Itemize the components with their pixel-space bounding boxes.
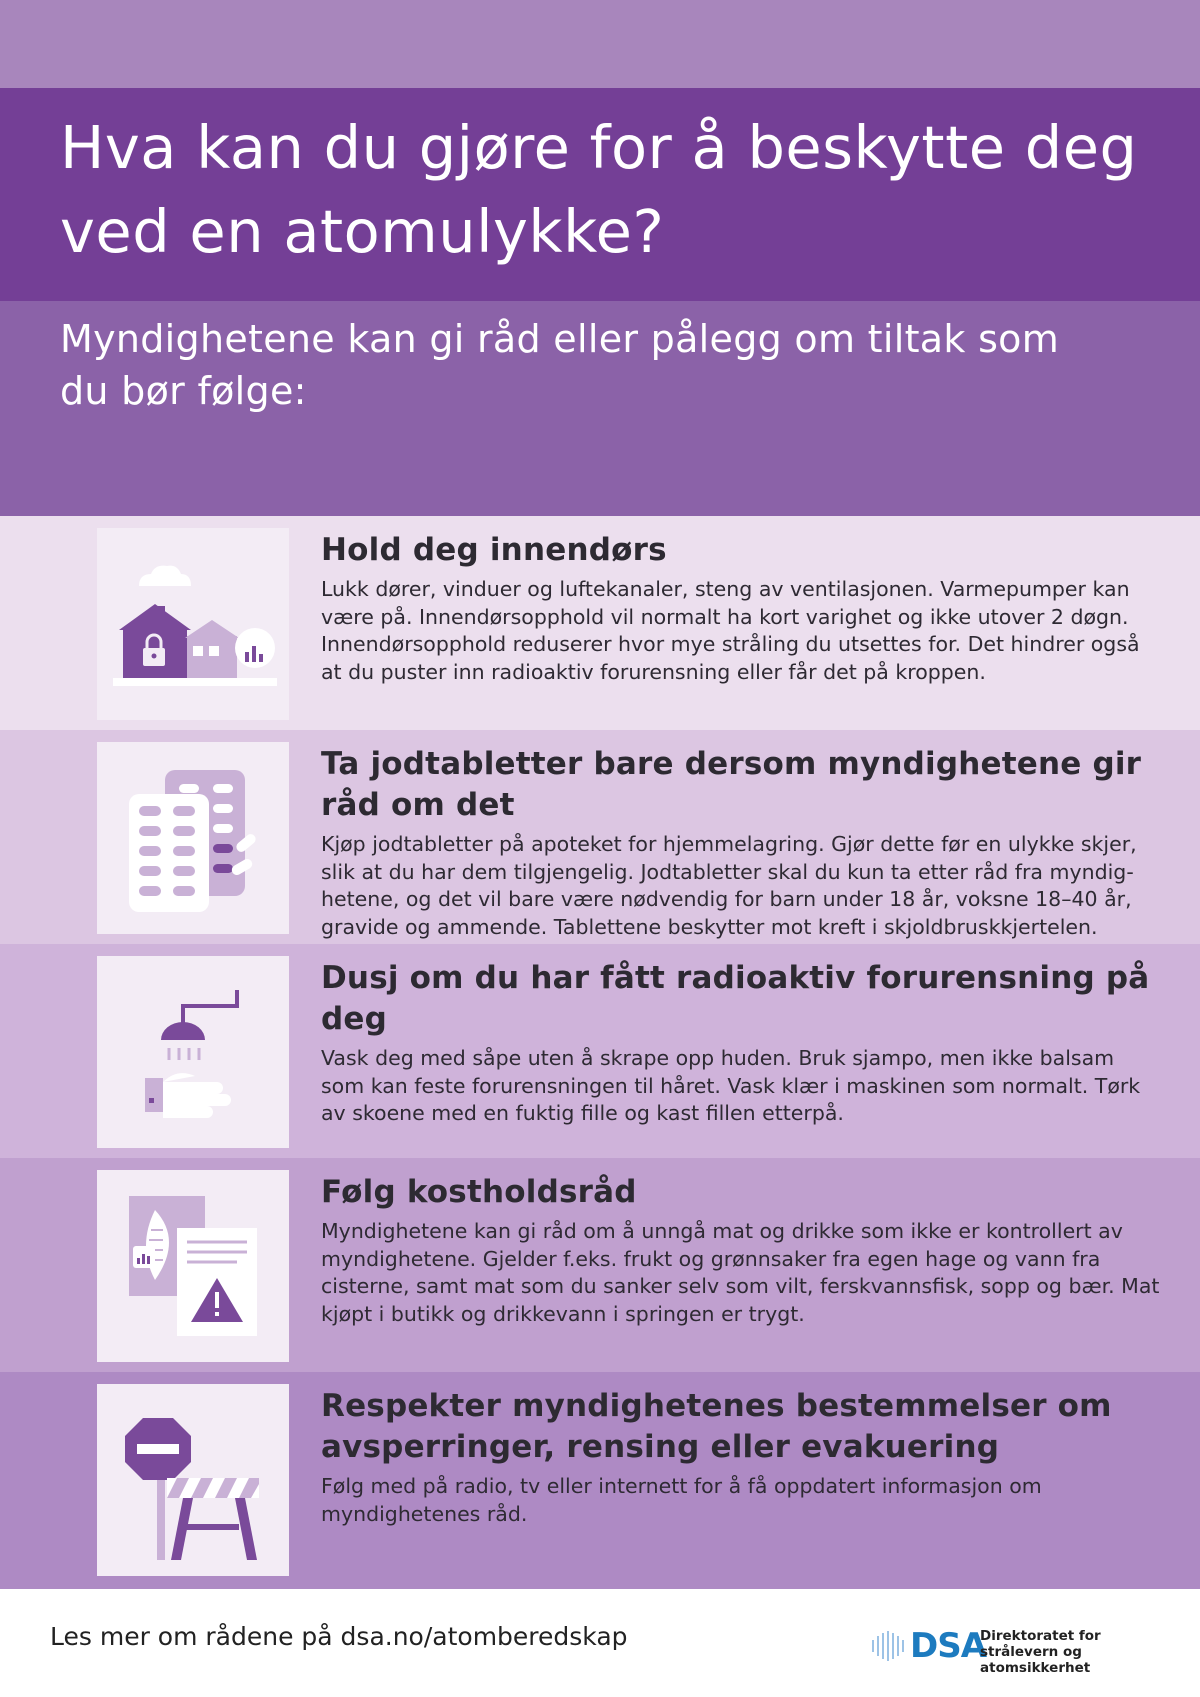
section-heading: Følg kostholdsråd	[321, 1174, 637, 1210]
section-text	[321, 744, 1161, 941]
section-body: Lukk dører, vinduer og luftekanaler, steng av ventilasjonen. Varmepumper kan være på. Innendørsopphold vil normalt ha kort varighet og ikke utover 2 døgn. Innendørsopphold reduserer hvor mye stråling du utsettes for. Det hindrer også at du puster inn radioaktiv forurensning eller får det på kroppen.	[321, 577, 1140, 684]
food-warning-icon	[97, 1170, 289, 1362]
section-heading: Hold deg innendørs	[321, 532, 667, 568]
section-body: Vask deg med såpe uten å skrape opp huden. Bruk sjampo, men ikke balsam som kan feste forurensningen til håret. Vask klær i maskinen som normalt. Tørk av skoene med en fuktig fille og kast fillen etterpå.	[321, 1046, 1141, 1125]
section-body: Myndighetene kan gi råd om å unngå mat og drikke som ikke er kontrollert av myndighetene. Gjelder f.eks. frukt og grønnsaker fra egen hage og vann fra cisterne, samt mat som du sanker selv som vilt, ferskvannsfisk, sopp og bær. Mat kjøpt i butikk og drikkevann i springen er trygt.	[321, 1219, 1160, 1326]
top-strip	[0, 0, 1200, 88]
logo-line-1: Direktoratet for	[980, 1628, 1101, 1644]
house-lock-icon	[97, 528, 289, 720]
shower-hand-icon	[97, 956, 289, 1148]
subtitle-band	[0, 301, 1200, 516]
section-restrictions	[0, 1372, 1200, 1589]
section-text	[321, 530, 1161, 686]
section-body: Kjøp jodtabletter på apoteket for hjemmelagring. Gjør dette før en ulykke skjer, slik at du har dem tilgjengelig. Jodtabletter skal du kun ta etter råd fra myndig-hetene, og det vil bare være nødvendig for barn under 18 år, voksne 18–40 år, gravide og ammende. Tablettene beskytter mot kreft i skjoldbruskkjertelen.	[321, 832, 1137, 939]
dsa-logo	[870, 1626, 1170, 1676]
title-band	[0, 88, 1200, 301]
logo-line-2: strålevern og atomsikkerhet	[980, 1644, 1091, 1676]
logo-abbr: DSA	[910, 1626, 987, 1666]
section-stay-indoors	[0, 516, 1200, 730]
section-diet	[0, 1158, 1200, 1372]
dsa-bars-icon	[870, 1630, 908, 1662]
section-text	[321, 1172, 1161, 1328]
page-title: Hva kan du gjøre for å beskytte deg ved en atomulykke?	[60, 113, 1138, 266]
section-body: Følg med på radio, tv eller internett for å få oppdatert informasjon om myndighetenes råd.	[321, 1474, 1042, 1526]
section-heading: Ta jodtabletter bare dersom myndighetene gir råd om det	[321, 746, 1142, 823]
section-heading: Respekter myndighetenes bestemmelser om avsperringer, rensing eller evakuering	[321, 1388, 1112, 1465]
section-text	[321, 958, 1161, 1128]
section-text	[321, 1386, 1161, 1528]
section-heading: Dusj om du har fått radioaktiv forurensning på deg	[321, 960, 1150, 1037]
page-subtitle: Myndighetene kan gi råd eller pålegg om tiltak som du bør følge:	[60, 317, 1060, 413]
section-iodine-tablets	[0, 730, 1200, 944]
logo-subtitle	[980, 1628, 1170, 1676]
section-shower	[0, 944, 1200, 1158]
footer-link[interactable]: Les mer om rådene på dsa.no/atomberedskap	[50, 1622, 628, 1651]
road-block-icon	[97, 1384, 289, 1576]
iodine-tablets-icon	[97, 742, 289, 934]
